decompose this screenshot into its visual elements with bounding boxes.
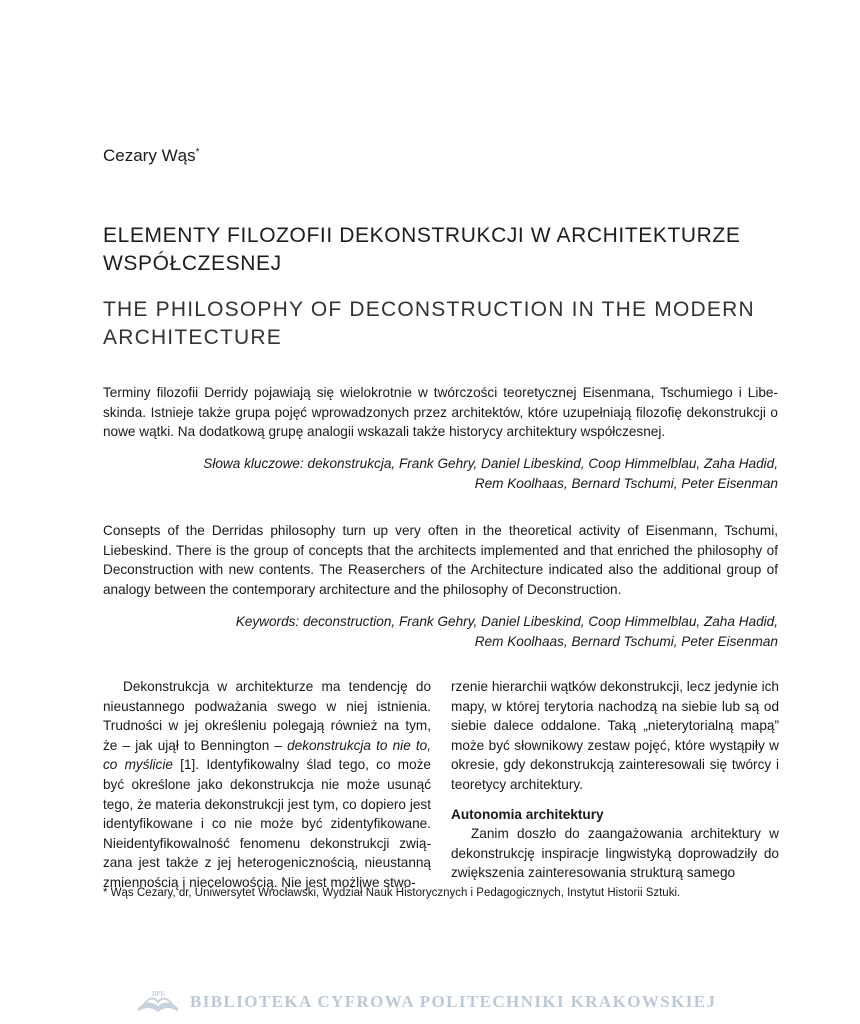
keywords-polish-line2: Rem Koolhaas, Bernard Tschumi, Peter Eisenman [474, 475, 778, 491]
section-heading: Autonomia architektury [451, 806, 604, 822]
body-text: Dekonstrukcja w architekturze ma tendencję do nieustannego podważania swego w niej istnienia. Trudności w jej określeniu polegają również na tym, że – jak ujął to Bennington – [103, 679, 431, 753]
library-footer [134, 984, 716, 1020]
body-text: [1]. Identyfikowalny ślad tego, co może być określone jako dekonstrukcja nie może usunąć tego, że materia dekonstrukcji jest tym, co dopiero jest identyfikowane i co nie może być zidentyfikowane. Nieidentyfikowalność fenomenu dekonstrukcji zwią- zana jest także z jej heterogenicznością, nieustanną zmiennością i niecelowością. Nie jest możliwe stwo- [103, 757, 431, 890]
title-polish: ELEMENTY FILOZOFII DEKONSTRUKCJI W ARCHITEKTURZE WSPÓŁCZESNEJ [103, 224, 741, 275]
body-paragraph: rzenie hierarchii wątków dekonstrukcji, lecz jedynie ich mapy, w której terytoria nachodzą na siebie lub są od siebie dalece oddalone. Taką „nieterytorialną mapą” może być słownikowy zestaw pojęć, które wystąpiły w okresie, gdy dekonstrukcją zainteresowali się twórcy i teoretycy architektury. [451, 679, 779, 792]
author-footnote-mark: * [195, 147, 200, 158]
abstract-polish: Terminy filozofii Derridy pojawiają się wielokrotnie w twórczości teoretycznej Eisenmana, Tschumiego i Libe- skinda. Istnieje także grupa pojęć wprowadzonych przez architektów, które uzupełniają filozofię dekonstrukcji o nowe wątki. Na dodatkową grupę analogii wskazali także historycy architektury współczesnej. [103, 385, 778, 440]
keywords-english [103, 612, 778, 651]
author-name-text: Cezary Wąs [103, 146, 196, 165]
library-logo-text: BPK [152, 990, 166, 998]
keywords-english-line1: Keywords: deconstruction, Frank Gehry, Daniel Libeskind, Coop Himmelblau, Zaha Hadid, [235, 614, 778, 629]
keywords-polish [103, 454, 778, 493]
footnote: * Wąs Cezary, dr, Uniwersytet Wrocławski, Wydział Nauk Historycznych i Pedagogicznych, Instytut Historii Sztuki. [103, 887, 681, 899]
body-paragraph: Zanim doszło do zaangażowania architektury w dekonstrukcję inspiracje lingwistyką doprowadziły do zwiększenia zainteresowania strukturą samego [451, 826, 779, 881]
library-name: BIBLIOTEKA CYFROWA POLITECHNIKI KRAKOWSKIEJ [190, 992, 717, 1011]
keywords-polish-line1: Słowa kluczowe: dekonstrukcja, Frank Gehry, Daniel Libeskind, Coop Himmelblau, Zaha Hadid, [203, 456, 778, 471]
author-name [103, 146, 199, 166]
body-quote: dekonstrukcja to nie to, co myślicie [103, 737, 432, 773]
body-right-column [451, 677, 779, 883]
keywords-english-line2: Rem Koolhaas, Bernard Tschumi, Peter Eisenman [474, 633, 778, 649]
library-logo-icon [134, 984, 182, 1020]
body-paragraph [103, 677, 431, 893]
abstract-english: Consepts of the Derridas philosophy turn up very often in the theoretical activity of Eisenmann, Tschumi, Liebeskind. There is the group of concepts that the architects implemented and that enriched the philosophy of Deconstruction with new contents. The Reaserchers of the Architecture indicated also the additional group of analogy between the contemporary architecture and the philosophy of Deconstruction. [103, 523, 778, 597]
title-english: THE PHILOSOPHY OF DECONSTRUCTION IN THE MODERN ARCHITECTURE [103, 298, 755, 349]
body-left-column [103, 677, 431, 893]
